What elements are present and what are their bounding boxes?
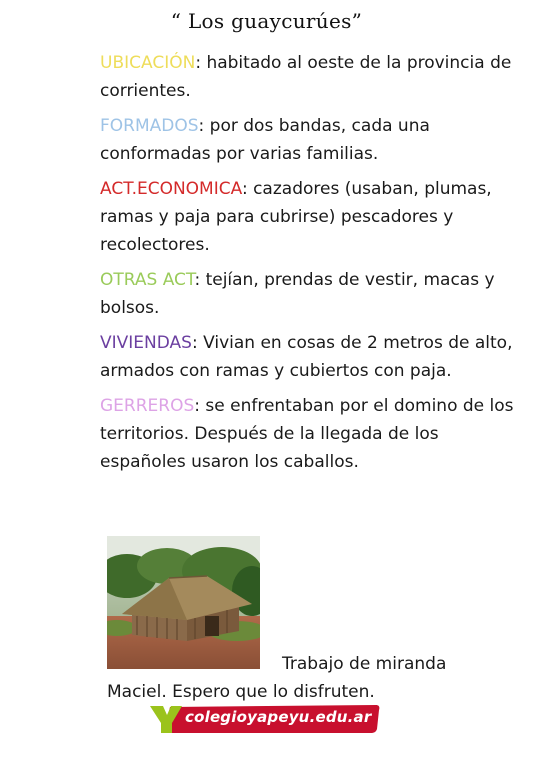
section-otras-act (100, 266, 520, 322)
page-title: “ Los guaycurúes” (170, 9, 363, 33)
section-label: VIVIENDAS (100, 333, 192, 353)
sections-list (100, 49, 520, 483)
section-act-economica (100, 175, 520, 259)
section-label: FORMADOS (100, 116, 199, 136)
section-formados (100, 112, 520, 168)
section-text: : cazadores (usaban, plumas, ramas y paja para cubrirse) pescadores y recolectores. (100, 179, 492, 255)
section-text: : Vivian en cosas de 2 metros de alto, armados con ramas y cubiertos con paja. (100, 333, 513, 381)
section-gerreros (100, 392, 520, 476)
section-text: : habitado al oeste de la provincia de corrientes. (100, 53, 512, 101)
section-ubicacion (100, 49, 520, 105)
hut-photo (107, 536, 260, 669)
section-text: : por dos bandas, cada una conformadas por varias familias. (100, 116, 430, 164)
section-label: UBICACIÓN (100, 53, 196, 73)
section-label: ACT.ECONOMICA (100, 179, 242, 199)
caption-line2: Maciel. Espero que lo disfruten. (107, 682, 375, 702)
website-banner[interactable] (148, 703, 380, 734)
banner-url: colegioyapeyu.edu.ar (185, 708, 372, 726)
section-text: : se enfrentaban por el domino de los territorios. Después de la llegada de los españoles usaron los caballos. (100, 396, 514, 472)
section-label: GERREROS (100, 396, 195, 416)
hut-illustration (107, 536, 260, 669)
section-viviendas (100, 329, 520, 385)
section-label: OTRAS ACT (100, 270, 195, 290)
section-text: : tejían, prendas de vestir, macas y bolsos. (100, 270, 495, 318)
caption-line1: Trabajo de miranda (282, 654, 447, 674)
